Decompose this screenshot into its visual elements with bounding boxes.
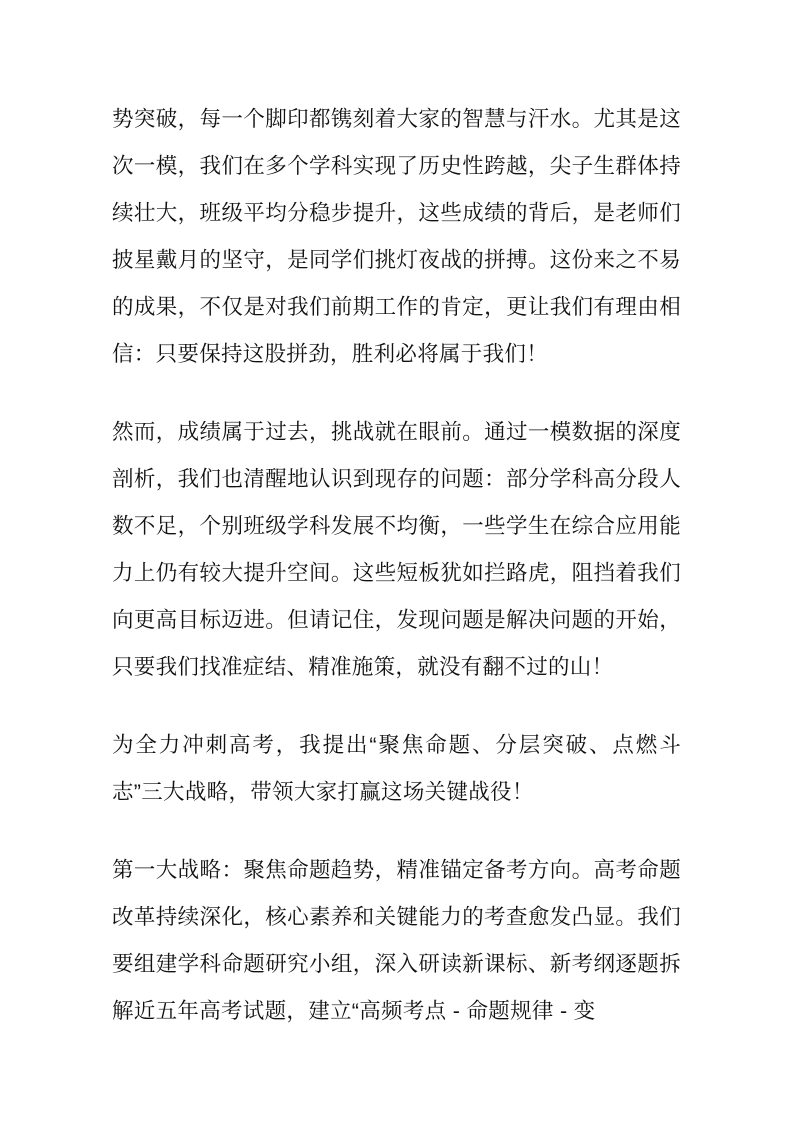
paragraph: 势突破，每一个脚印都镌刻着大家的智慧与汗水。尤其是这次一模，我们在多个学科实现了历史性跨越，尖子生群体持续壮大，班级平均分稳步提升，这些成绩的背后，是老师们披星戴月的坚守，是同学们挑灯夜战的拼搏。这份来之不易的成果，不仅是对我们前期工作的肯定，更让我们有理由相信：只要保持这股拼劲，胜利必将属于我们！ xyxy=(112,107,681,366)
document-body xyxy=(112,96,681,1035)
paragraph: 第一大战略：聚焦命题趋势，精准锚定备考方向。高考命题改革持续深化，核心素养和关键能力的考查愈发凸显。我们要组建学科命题研究小组，深入研读新课标、新考纲逐题拆解近五年高考试题，建立“高频考点 - 命题规律 - 变 xyxy=(112,858,681,1023)
paragraph: 然而，成绩属于过去，挑战就在眼前。通过一模数据的深度剖析，我们也清醒地认识到现存的问题：部分学科高分段人数不足，个别班级学科发展不均衡，一些学生在综合应用能力上仍有较大提升空间。这些短板犹如拦路虎，阻挡着我们向更高目标迈进。但请记住，发现问题是解决问题的开始，只要我们找准症结、精准施策，就没有翻不过的山！ xyxy=(112,420,681,679)
paragraph: 为全力冲刺高考，我提出“聚焦命题、分层突破、点燃斗志”三大战略，带领大家打赢这场关键战役！ xyxy=(112,733,681,804)
